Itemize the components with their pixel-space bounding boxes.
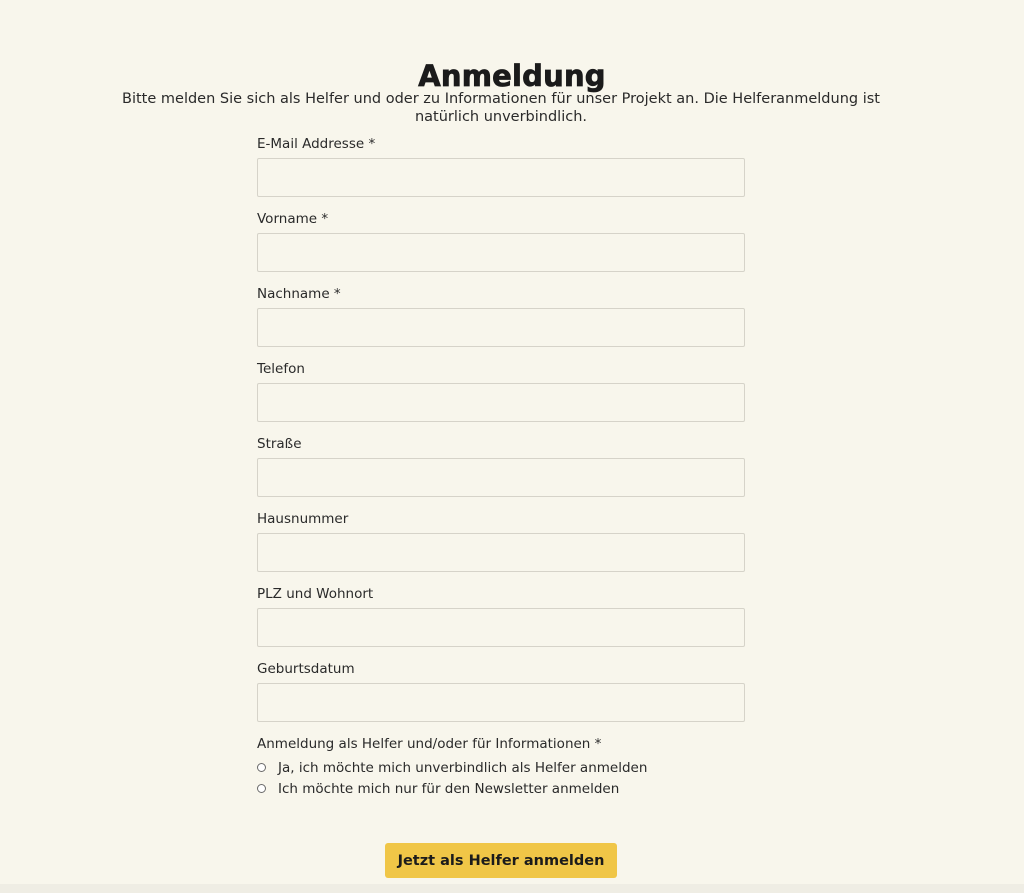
submit-button[interactable]: Jetzt als Helfer anmelden xyxy=(385,843,617,878)
bottom-divider xyxy=(0,884,1024,893)
phone-field-group xyxy=(257,361,745,422)
last-name-label: Nachname * xyxy=(257,286,341,302)
house-number-label: Hausnummer xyxy=(257,511,349,527)
street-field-group xyxy=(257,436,745,497)
phone-input[interactable] xyxy=(257,383,745,422)
registration-type-label: Anmeldung als Helfer und/oder für Informationen * xyxy=(257,736,602,752)
radio-option-helper[interactable] xyxy=(257,757,745,778)
birthdate-field-group xyxy=(257,661,745,722)
radio-button-helper[interactable] xyxy=(257,763,266,772)
last-name-input[interactable] xyxy=(257,308,745,347)
house-number-field-group xyxy=(257,511,745,572)
zip-city-field-group xyxy=(257,586,745,647)
first-name-field-group xyxy=(257,211,745,272)
email-input[interactable] xyxy=(257,158,745,197)
house-number-input[interactable] xyxy=(257,533,745,572)
birthdate-label: Geburtsdatum xyxy=(257,661,355,677)
page-title: Anmeldung xyxy=(418,59,606,94)
radio-option-helper-label: Ja, ich möchte mich unverbindlich als Helfer anmelden xyxy=(278,759,648,776)
radio-option-newsletter[interactable] xyxy=(257,778,745,799)
first-name-label: Vorname * xyxy=(257,211,329,227)
first-name-input[interactable] xyxy=(257,233,745,272)
radio-button-newsletter[interactable] xyxy=(257,784,266,793)
phone-label: Telefon xyxy=(257,361,305,377)
radio-option-newsletter-label: Ich möchte mich nur für den Newsletter anmelden xyxy=(278,780,620,797)
last-name-field-group xyxy=(257,286,745,347)
birthdate-input[interactable] xyxy=(257,683,745,722)
email-label: E-Mail Addresse * xyxy=(257,136,376,152)
registration-form xyxy=(257,136,745,799)
street-input[interactable] xyxy=(257,458,745,497)
street-label: Straße xyxy=(257,436,302,452)
zip-city-label: PLZ und Wohnort xyxy=(257,586,374,602)
zip-city-input[interactable] xyxy=(257,608,745,647)
registration-type-group xyxy=(257,736,745,799)
intro-text: Bitte melden Sie sich als Helfer und oder zu Informationen für unser Projekt an. Die Helferanmeldung ist natürlich unverbindlich. xyxy=(122,91,880,125)
email-field-group xyxy=(257,136,745,197)
